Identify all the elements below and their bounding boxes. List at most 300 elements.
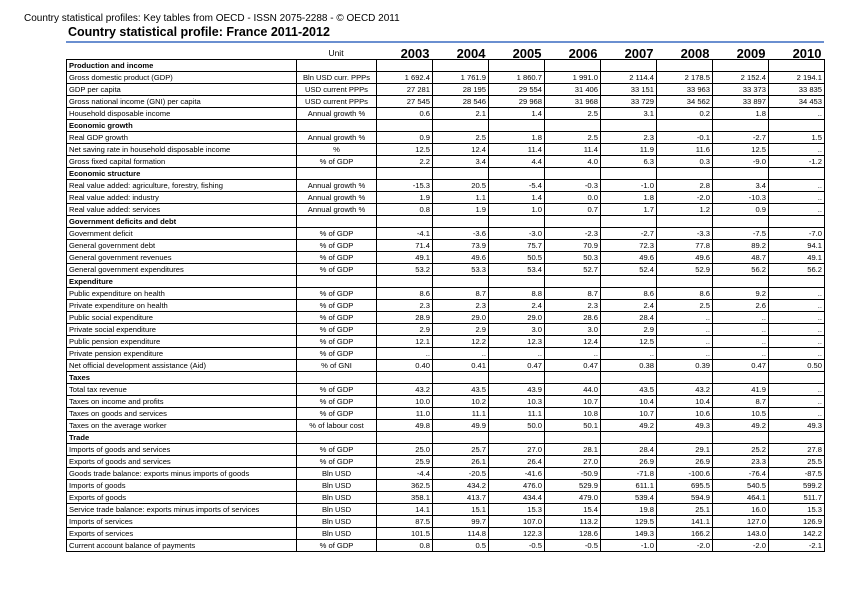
- indicator-label: Taxes on income and profits: [67, 395, 297, 407]
- value-cell: 11.0: [377, 407, 433, 419]
- value-cell: ..: [769, 335, 825, 347]
- value-cell: ..: [769, 311, 825, 323]
- indicator-label: General government expenditures: [67, 263, 297, 275]
- value-cell: 29.0: [433, 311, 489, 323]
- section-title: Government deficits and debt: [67, 215, 297, 227]
- value-cell: -2.3: [545, 227, 601, 239]
- unit-cell: % of GDP: [297, 263, 377, 275]
- value-cell: 1 692.4: [377, 71, 433, 83]
- value-cell: 50.3: [545, 251, 601, 263]
- section-value-cell: [601, 119, 657, 131]
- indicator-label: Imports of services: [67, 515, 297, 527]
- year-column-header: 2010: [792, 45, 822, 59]
- value-cell: 10.7: [601, 407, 657, 419]
- document-title: Country statistical profile: France 2011-2012: [68, 25, 330, 39]
- indicator-label: Total tax revenue: [67, 383, 297, 395]
- value-cell: 0.38: [601, 359, 657, 371]
- indicator-label: General government revenues: [67, 251, 297, 263]
- indicator-column-header: [67, 43, 297, 59]
- value-cell: 0.47: [489, 359, 545, 371]
- unit-cell: Bln USD: [297, 467, 377, 479]
- section-value-cell: [545, 275, 601, 287]
- value-cell: -2.7: [601, 227, 657, 239]
- value-cell: 0.0: [545, 191, 601, 203]
- value-cell: 0.47: [713, 359, 769, 371]
- section-value-cell: [769, 431, 825, 443]
- value-cell: 49.2: [713, 419, 769, 431]
- value-cell: -41.6: [489, 467, 545, 479]
- indicator-label: GDP per capita: [67, 83, 297, 95]
- value-cell: -2.7: [713, 131, 769, 143]
- table-row: [67, 323, 825, 335]
- value-cell: 166.2: [657, 527, 713, 539]
- section-unit-cell: [297, 167, 377, 179]
- section-value-cell: [489, 119, 545, 131]
- section-header-row: [67, 371, 825, 383]
- year-column-header: 2008: [680, 45, 710, 59]
- table-row: [67, 83, 825, 95]
- section-header-row: [67, 167, 825, 179]
- table-row: [67, 287, 825, 299]
- value-cell: 2.5: [657, 299, 713, 311]
- value-cell: 25.1: [657, 503, 713, 515]
- value-cell: 2 114.4: [601, 71, 657, 83]
- indicator-label: Private social expenditure: [67, 323, 297, 335]
- value-cell: 49.3: [769, 419, 825, 431]
- section-value-cell: [601, 275, 657, 287]
- value-cell: 71.4: [377, 239, 433, 251]
- value-cell: 23.3: [713, 455, 769, 467]
- section-value-cell: [377, 215, 433, 227]
- value-cell: 0.7: [545, 203, 601, 215]
- value-cell: 511.7: [769, 491, 825, 503]
- value-cell: 25.5: [769, 455, 825, 467]
- value-cell: ..: [769, 143, 825, 155]
- value-cell: 28 546: [433, 95, 489, 107]
- value-cell: -0.3: [545, 179, 601, 191]
- section-unit-cell: [297, 215, 377, 227]
- value-cell: 8.6: [377, 287, 433, 299]
- table-row: [67, 179, 825, 191]
- table-row: [67, 131, 825, 143]
- value-cell: 28.1: [545, 443, 601, 455]
- value-cell: 43.5: [601, 383, 657, 395]
- section-value-cell: [545, 371, 601, 383]
- unit-cell: Bln USD: [297, 515, 377, 527]
- value-cell: 49.1: [769, 251, 825, 263]
- value-cell: 2.9: [377, 323, 433, 335]
- value-cell: 49.2: [601, 419, 657, 431]
- unit-cell: Annual growth %: [297, 191, 377, 203]
- value-cell: 10.3: [489, 395, 545, 407]
- table-header-row: [67, 43, 825, 59]
- value-cell: 0.5: [433, 539, 489, 551]
- value-cell: 26.9: [657, 455, 713, 467]
- value-cell: -1.0: [601, 539, 657, 551]
- value-cell: 476.0: [489, 479, 545, 491]
- unit-cell: % of GDP: [297, 455, 377, 467]
- indicator-label: Current account balance of payments: [67, 539, 297, 551]
- value-cell: -3.3: [657, 227, 713, 239]
- value-cell: 464.1: [713, 491, 769, 503]
- value-cell: 2 178.5: [657, 71, 713, 83]
- value-cell: 48.7: [713, 251, 769, 263]
- table-row: [67, 395, 825, 407]
- value-cell: 19.8: [601, 503, 657, 515]
- value-cell: 10.2: [433, 395, 489, 407]
- value-cell: 0.8: [377, 203, 433, 215]
- section-value-cell: [769, 275, 825, 287]
- value-cell: 0.50: [769, 359, 825, 371]
- value-cell: -0.5: [545, 539, 601, 551]
- value-cell: 11.1: [489, 407, 545, 419]
- value-cell: 33 151: [601, 83, 657, 95]
- indicator-label: Taxes on goods and services: [67, 407, 297, 419]
- value-cell: 28 195: [433, 83, 489, 95]
- value-cell: 1.4: [489, 107, 545, 119]
- value-cell: 3.4: [713, 179, 769, 191]
- indicator-label: General government debt: [67, 239, 297, 251]
- value-cell: ..: [769, 287, 825, 299]
- section-value-cell: [713, 167, 769, 179]
- indicator-label: Private pension expenditure: [67, 347, 297, 359]
- value-cell: 34 562: [657, 95, 713, 107]
- value-cell: ..: [713, 335, 769, 347]
- value-cell: ..: [769, 347, 825, 359]
- value-cell: 50.0: [489, 419, 545, 431]
- value-cell: 8.6: [657, 287, 713, 299]
- value-cell: ..: [545, 347, 601, 359]
- table-row: [67, 419, 825, 431]
- value-cell: 1 860.7: [489, 71, 545, 83]
- value-cell: ..: [433, 347, 489, 359]
- value-cell: 27.0: [545, 455, 601, 467]
- value-cell: -20.5: [433, 467, 489, 479]
- section-value-cell: [489, 431, 545, 443]
- value-cell: 129.5: [601, 515, 657, 527]
- indicator-label: Imports of goods: [67, 479, 297, 491]
- value-cell: 2.5: [433, 131, 489, 143]
- value-cell: 28.4: [601, 311, 657, 323]
- year-column-header: 2007: [624, 45, 654, 59]
- section-value-cell: [601, 167, 657, 179]
- unit-cell: Annual growth %: [297, 203, 377, 215]
- value-cell: -50.9: [545, 467, 601, 479]
- value-cell: 0.40: [377, 359, 433, 371]
- section-title: Trade: [67, 431, 297, 443]
- table-row: [67, 227, 825, 239]
- value-cell: 594.9: [657, 491, 713, 503]
- value-cell: 33 897: [713, 95, 769, 107]
- value-cell: 434.2: [433, 479, 489, 491]
- value-cell: 2.5: [545, 107, 601, 119]
- unit-cell: % of GDP: [297, 395, 377, 407]
- value-cell: -4.4: [377, 467, 433, 479]
- section-title: Taxes: [67, 371, 297, 383]
- value-cell: -76.4: [713, 467, 769, 479]
- value-cell: ..: [657, 323, 713, 335]
- section-title: Economic growth: [67, 119, 297, 131]
- value-cell: 49.6: [433, 251, 489, 263]
- section-value-cell: [433, 119, 489, 131]
- value-cell: 1.1: [433, 191, 489, 203]
- unit-cell: % of GDP: [297, 443, 377, 455]
- value-cell: ..: [769, 299, 825, 311]
- section-value-cell: [601, 371, 657, 383]
- table-row: [67, 515, 825, 527]
- value-cell: 10.4: [601, 395, 657, 407]
- value-cell: ..: [769, 323, 825, 335]
- table-row: [67, 71, 825, 83]
- section-value-cell: [713, 119, 769, 131]
- value-cell: 33 835: [769, 83, 825, 95]
- value-cell: 10.4: [657, 395, 713, 407]
- value-cell: -0.1: [657, 131, 713, 143]
- value-cell: -5.4: [489, 179, 545, 191]
- section-value-cell: [433, 215, 489, 227]
- value-cell: 12.3: [489, 335, 545, 347]
- value-cell: 77.8: [657, 239, 713, 251]
- value-cell: 56.2: [769, 263, 825, 275]
- section-value-cell: [713, 275, 769, 287]
- unit-cell: % of GDP: [297, 311, 377, 323]
- value-cell: ..: [713, 323, 769, 335]
- section-value-cell: [433, 167, 489, 179]
- value-cell: 11.1: [433, 407, 489, 419]
- value-cell: 0.2: [657, 107, 713, 119]
- value-cell: 49.3: [657, 419, 713, 431]
- value-cell: 10.8: [545, 407, 601, 419]
- section-value-cell: [377, 371, 433, 383]
- value-cell: 43.2: [377, 383, 433, 395]
- value-cell: 49.9: [433, 419, 489, 431]
- indicator-label: Imports of goods and services: [67, 443, 297, 455]
- indicator-label: Gross domestic product (GDP): [67, 71, 297, 83]
- value-cell: -7.0: [769, 227, 825, 239]
- section-value-cell: [713, 431, 769, 443]
- indicator-label: Household disposable income: [67, 107, 297, 119]
- value-cell: 0.9: [713, 203, 769, 215]
- value-cell: 1.8: [713, 107, 769, 119]
- indicator-label: Goods trade balance: exports minus imports of goods: [67, 467, 297, 479]
- indicator-label: Service trade balance: exports minus imports of services: [67, 503, 297, 515]
- value-cell: 3.0: [489, 323, 545, 335]
- value-cell: 49.6: [657, 251, 713, 263]
- value-cell: 4.0: [545, 155, 601, 167]
- value-cell: 2 194.1: [769, 71, 825, 83]
- value-cell: 10.7: [545, 395, 601, 407]
- section-value-cell: [657, 431, 713, 443]
- unit-cell: % of GDP: [297, 155, 377, 167]
- section-value-cell: [489, 371, 545, 383]
- value-cell: ..: [713, 311, 769, 323]
- value-cell: 12.2: [433, 335, 489, 347]
- unit-cell: Bln USD curr. PPPs: [297, 71, 377, 83]
- value-cell: 25.0: [377, 443, 433, 455]
- value-cell: 4.4: [489, 155, 545, 167]
- unit-cell: %: [297, 143, 377, 155]
- table-row: [67, 311, 825, 323]
- unit-cell: % of GNI: [297, 359, 377, 371]
- value-cell: 362.5: [377, 479, 433, 491]
- value-cell: 149.3: [601, 527, 657, 539]
- value-cell: 12.1: [377, 335, 433, 347]
- section-value-cell: [377, 275, 433, 287]
- value-cell: 1 761.9: [433, 71, 489, 83]
- value-cell: 695.5: [657, 479, 713, 491]
- value-cell: 128.6: [545, 527, 601, 539]
- value-cell: -3.0: [489, 227, 545, 239]
- value-cell: 94.1: [769, 239, 825, 251]
- value-cell: 99.7: [433, 515, 489, 527]
- value-cell: 2.3: [601, 131, 657, 143]
- table-row: [67, 335, 825, 347]
- unit-cell: % of GDP: [297, 335, 377, 347]
- value-cell: -2.0: [657, 191, 713, 203]
- indicator-label: Exports of goods and services: [67, 455, 297, 467]
- value-cell: 20.5: [433, 179, 489, 191]
- section-unit-cell: [297, 59, 377, 71]
- value-cell: 27 281: [377, 83, 433, 95]
- unit-cell: USD current PPPs: [297, 83, 377, 95]
- indicator-label: Real value added: agriculture, forestry, fishing: [67, 179, 297, 191]
- value-cell: 0.41: [433, 359, 489, 371]
- unit-cell: USD current PPPs: [297, 95, 377, 107]
- value-cell: 52.4: [601, 263, 657, 275]
- value-cell: 3.4: [433, 155, 489, 167]
- value-cell: ..: [769, 383, 825, 395]
- table-row: [67, 347, 825, 359]
- unit-cell: % of GDP: [297, 251, 377, 263]
- value-cell: 1 991.0: [545, 71, 601, 83]
- table-row: [67, 143, 825, 155]
- unit-cell: % of GDP: [297, 323, 377, 335]
- value-cell: ..: [489, 347, 545, 359]
- value-cell: -4.1: [377, 227, 433, 239]
- value-cell: 0.39: [657, 359, 713, 371]
- value-cell: 27.8: [769, 443, 825, 455]
- section-value-cell: [433, 431, 489, 443]
- value-cell: 27 545: [377, 95, 433, 107]
- section-header-row: [67, 215, 825, 227]
- indicator-label: Gross fixed capital formation: [67, 155, 297, 167]
- value-cell: 52.9: [657, 263, 713, 275]
- table-row: [67, 527, 825, 539]
- value-cell: ..: [377, 347, 433, 359]
- value-cell: -71.8: [601, 467, 657, 479]
- unit-cell: % of GDP: [297, 227, 377, 239]
- value-cell: 3.1: [601, 107, 657, 119]
- value-cell: 2.3: [377, 299, 433, 311]
- value-cell: 142.2: [769, 527, 825, 539]
- value-cell: 25.7: [433, 443, 489, 455]
- value-cell: 413.7: [433, 491, 489, 503]
- indicator-label: Government deficit: [67, 227, 297, 239]
- value-cell: 28.4: [601, 443, 657, 455]
- value-cell: 12.5: [713, 143, 769, 155]
- value-cell: 1.0: [489, 203, 545, 215]
- section-value-cell: [769, 167, 825, 179]
- unit-cell: Bln USD: [297, 527, 377, 539]
- value-cell: 8.7: [433, 287, 489, 299]
- value-cell: 8.6: [601, 287, 657, 299]
- year-column-header: 2004: [456, 45, 486, 59]
- value-cell: -1.0: [601, 179, 657, 191]
- section-value-cell: [601, 59, 657, 71]
- table-row: [67, 407, 825, 419]
- indicator-label: Taxes on the average worker: [67, 419, 297, 431]
- value-cell: 50.5: [489, 251, 545, 263]
- value-cell: 34 453: [769, 95, 825, 107]
- section-value-cell: [377, 431, 433, 443]
- value-cell: 43.9: [489, 383, 545, 395]
- year-column-header: 2003: [400, 45, 430, 59]
- unit-cell: % of GDP: [297, 299, 377, 311]
- indicator-label: Public pension expenditure: [67, 335, 297, 347]
- value-cell: 49.8: [377, 419, 433, 431]
- value-cell: 31 406: [545, 83, 601, 95]
- value-cell: 33 373: [713, 83, 769, 95]
- value-cell: 41.9: [713, 383, 769, 395]
- value-cell: 14.1: [377, 503, 433, 515]
- value-cell: 122.3: [489, 527, 545, 539]
- table-row: [67, 107, 825, 119]
- unit-cell: Bln USD: [297, 491, 377, 503]
- indicator-label: Real value added: industry: [67, 191, 297, 203]
- value-cell: 1.9: [433, 203, 489, 215]
- value-cell: 33 963: [657, 83, 713, 95]
- section-value-cell: [713, 59, 769, 71]
- section-value-cell: [769, 215, 825, 227]
- value-cell: 0.3: [657, 155, 713, 167]
- section-unit-cell: [297, 275, 377, 287]
- indicator-label: Exports of services: [67, 527, 297, 539]
- value-cell: 2.1: [433, 107, 489, 119]
- section-value-cell: [545, 59, 601, 71]
- value-cell: 127.0: [713, 515, 769, 527]
- value-cell: 31 968: [545, 95, 601, 107]
- table-row: [67, 251, 825, 263]
- section-value-cell: [713, 371, 769, 383]
- indicator-label: Exports of goods: [67, 491, 297, 503]
- value-cell: -7.5: [713, 227, 769, 239]
- value-cell: 16.0: [713, 503, 769, 515]
- section-value-cell: [545, 215, 601, 227]
- indicator-label: Gross national income (GNI) per capita: [67, 95, 297, 107]
- value-cell: 50.1: [545, 419, 601, 431]
- section-value-cell: [601, 431, 657, 443]
- value-cell: 44.0: [545, 383, 601, 395]
- value-cell: 479.0: [545, 491, 601, 503]
- section-unit-cell: [297, 431, 377, 443]
- indicator-label: Net saving rate in household disposable income: [67, 143, 297, 155]
- value-cell: 1.9: [377, 191, 433, 203]
- value-cell: 12.4: [545, 335, 601, 347]
- value-cell: 2.4: [489, 299, 545, 311]
- value-cell: 11.4: [545, 143, 601, 155]
- value-cell: 49.6: [601, 251, 657, 263]
- value-cell: 11.6: [657, 143, 713, 155]
- value-cell: 70.9: [545, 239, 601, 251]
- value-cell: 26.4: [489, 455, 545, 467]
- value-cell: 52.7: [545, 263, 601, 275]
- value-cell: 2 152.4: [713, 71, 769, 83]
- value-cell: 9.2: [713, 287, 769, 299]
- indicator-label: Net official development assistance (Aid): [67, 359, 297, 371]
- value-cell: ..: [601, 347, 657, 359]
- value-cell: -10.3: [713, 191, 769, 203]
- value-cell: 11.4: [489, 143, 545, 155]
